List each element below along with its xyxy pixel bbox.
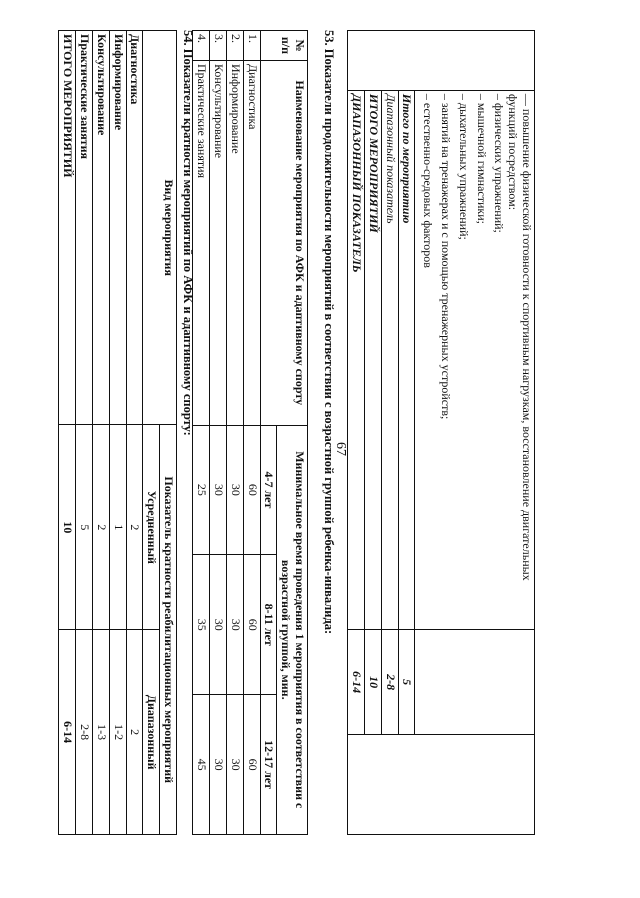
- table-row: [126, 31, 143, 835]
- duration-table: [192, 30, 308, 835]
- col-header-avg: Усредненный: [143, 425, 160, 630]
- table-row: [210, 31, 227, 835]
- row-avg: 10: [59, 425, 76, 630]
- age-header: 4-7 лет: [260, 425, 277, 555]
- table-row: [243, 31, 260, 835]
- page-number: 67: [333, 442, 348, 456]
- row-value: 45: [193, 695, 210, 835]
- table-row: [227, 31, 244, 835]
- row-value: 6-14: [348, 630, 365, 735]
- row-name: Диагностика: [126, 31, 143, 425]
- age-header: 8-11 лет: [260, 555, 277, 695]
- table-row-total: [59, 31, 76, 835]
- row-name: Практические занятия: [76, 31, 93, 425]
- row-value: 60: [243, 425, 260, 555]
- row-avg: 5: [76, 425, 93, 630]
- row-num: 4.: [193, 31, 210, 61]
- row-label: Диапазонный показатель: [381, 90, 398, 629]
- list-item: – мышечной гимнастики;: [474, 93, 489, 224]
- col-header-kind: Вид мероприятия: [143, 31, 177, 425]
- row-num: 2.: [227, 31, 244, 61]
- col-header-time: Минимальное время проведения 1 мероприятия в соответствии с возрастной группой, мин.: [277, 425, 308, 834]
- table-row: [76, 31, 93, 835]
- row-value: 25: [193, 425, 210, 555]
- row-num: 3.: [210, 31, 227, 61]
- col-header-name: Наименование мероприятия по АФК и адаптивному спорту: [260, 60, 307, 425]
- empty-cell: [415, 630, 535, 735]
- row-range: 6-14: [59, 630, 76, 835]
- row-value: 5: [398, 630, 415, 735]
- row-name: Информирование: [109, 31, 126, 425]
- table-row: [109, 31, 126, 835]
- list-item: – естественно-средовых факторов: [421, 93, 436, 268]
- intro-text: — повышение физической готовности к спортивным нагрузкам, восстановление двигательных функций посредством:: [506, 93, 534, 581]
- row-name: ИТОГО МЕРОПРИЯТИЙ: [59, 31, 76, 425]
- row-range: 2-8: [76, 630, 93, 835]
- section-53-title: 53. Показатели продолжительности мероприятий в соответствии с возрастной группой ребенка-инвалида:: [322, 30, 336, 635]
- row-label: ИТОГО МЕРОПРИЯТИЙ: [365, 90, 382, 629]
- table-row: [193, 31, 210, 835]
- row-range: 2: [126, 630, 143, 835]
- col-header-num: № п/п: [260, 31, 307, 61]
- row-label: Итого по мероприятию: [398, 90, 415, 629]
- col-header-range: Диапазонный: [143, 630, 160, 835]
- row-value: 30: [227, 425, 244, 555]
- row-name: Консультирование: [93, 31, 110, 425]
- list-item: – дыхательных упражнений;: [456, 93, 471, 240]
- row-value: 2-8: [381, 630, 398, 735]
- row-value: 30: [210, 695, 227, 835]
- frequency-table: [58, 30, 177, 835]
- col-header-group: Показатель кратности реабилитационных мероприятий: [160, 425, 177, 835]
- row-range: 1-2: [109, 630, 126, 835]
- row-name: Информирование: [227, 60, 244, 425]
- row-value: 30: [210, 425, 227, 555]
- table-row: [93, 31, 110, 835]
- row-label: ДИАПАЗОННЫЙ ПОКАЗАТЕЛЬ: [348, 90, 365, 629]
- row-name: Консультирование: [210, 60, 227, 425]
- row-name: Диагностика: [243, 60, 260, 425]
- row-value: 60: [243, 695, 260, 835]
- method-list: [416, 94, 505, 626]
- empty-cell: [348, 735, 535, 835]
- row-avg: 2: [93, 425, 110, 630]
- continuation-table: [347, 30, 535, 835]
- section-54-title: 54. Показатели кратности мероприятий по АФК и адаптивному спорту:: [181, 30, 195, 436]
- list-item: – занятий на тренажерах и с помощью тренажерных устройств;: [439, 93, 454, 420]
- row-value: 10: [365, 630, 382, 735]
- row-value: 60: [243, 555, 260, 695]
- row-num: 1.: [243, 31, 260, 61]
- age-header: 12-17 лет: [260, 695, 277, 835]
- list-item: – физических упражнений;: [492, 93, 507, 233]
- row-value: 30: [227, 555, 244, 695]
- activity-description: [415, 90, 535, 629]
- row-value: 30: [227, 695, 244, 835]
- empty-cell: [348, 31, 535, 91]
- row-avg: 1: [109, 425, 126, 630]
- row-avg: 2: [126, 425, 143, 630]
- row-range: 1-3: [93, 630, 110, 835]
- row-value: 35: [193, 555, 210, 695]
- row-name: Практические занятия: [193, 60, 210, 425]
- row-value: 30: [210, 555, 227, 695]
